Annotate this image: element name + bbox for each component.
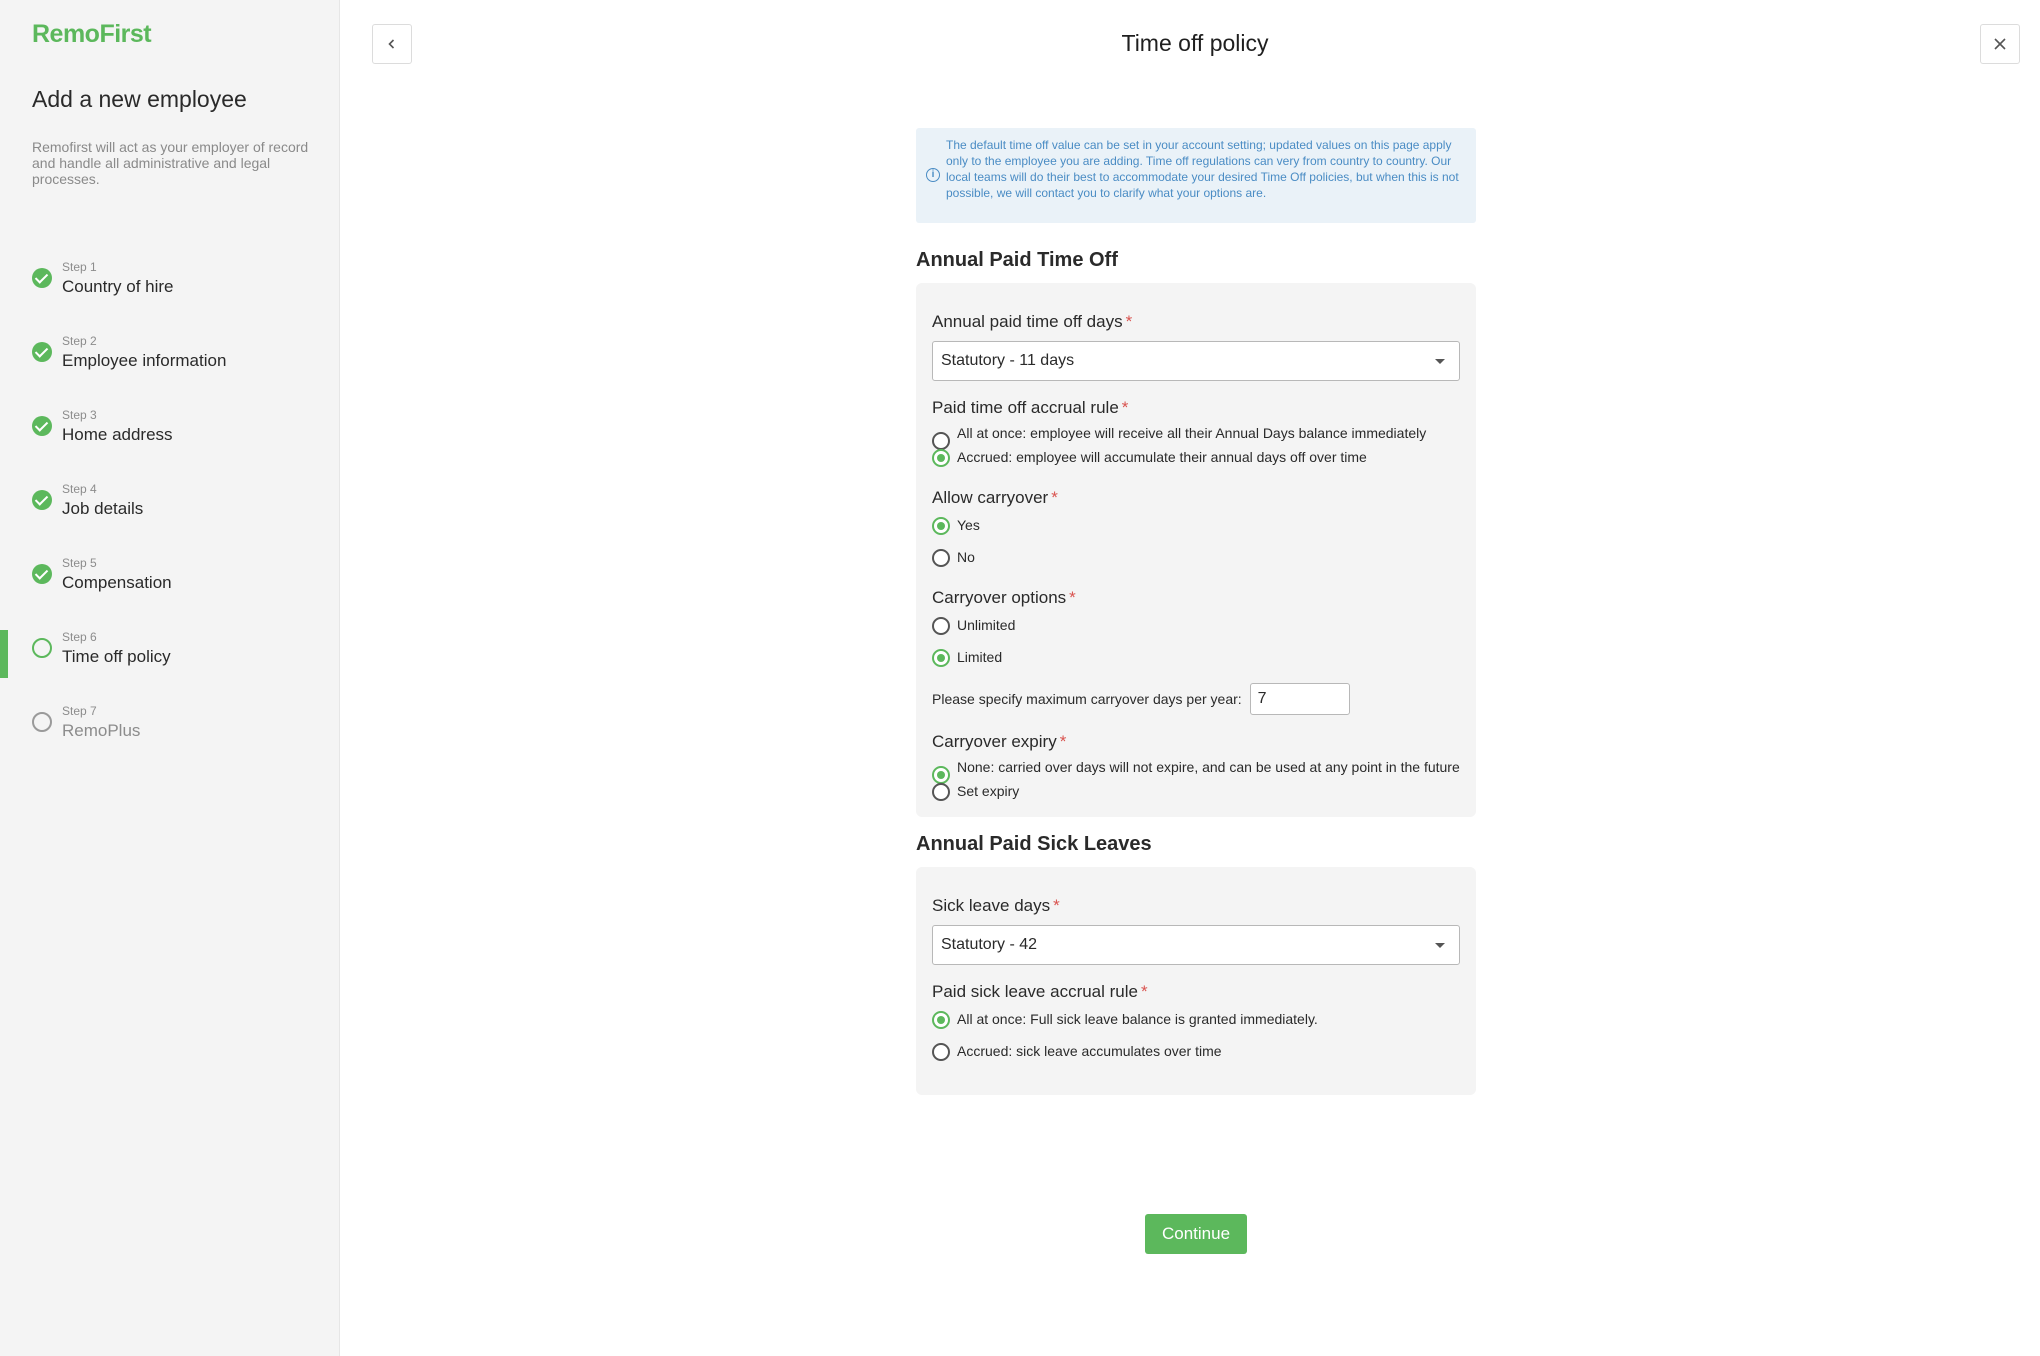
sick-leave-title: Annual Paid Sick Leaves	[916, 833, 1152, 855]
carryover-expiry-label: Carryover expiry *	[932, 732, 1067, 751]
radio-button[interactable]	[932, 783, 950, 801]
accrual-rule-label: Paid time off accrual rule *	[932, 398, 1129, 417]
sick-days-select[interactable]	[932, 925, 1460, 965]
radio-button[interactable]	[932, 766, 950, 784]
step-job-details[interactable]	[0, 480, 339, 554]
carryover-unlimited-option[interactable]: Unlimited	[932, 617, 1460, 633]
annual-days-select[interactable]	[932, 341, 1460, 381]
carryover-limited-option[interactable]: Limited	[932, 649, 1460, 665]
annual-days-label: Annual paid time off days *	[932, 312, 1133, 331]
radio-button[interactable]	[932, 432, 950, 450]
chevron-left-icon	[386, 38, 398, 50]
step-name: Country of hire	[62, 277, 174, 296]
sick-accrual-group	[932, 981, 1460, 1059]
close-button[interactable]	[1980, 24, 2020, 64]
step-number: Step 4	[62, 482, 97, 496]
carryover-options-label: Carryover options *	[932, 588, 1076, 607]
carryover-yes-option[interactable]: Yes	[932, 517, 1460, 533]
close-icon	[1993, 37, 2007, 51]
radio-button[interactable]	[932, 617, 950, 635]
step-compensation[interactable]	[0, 554, 339, 628]
step-employee-information[interactable]	[0, 332, 339, 406]
max-carryover-input[interactable]: 7	[1250, 683, 1350, 715]
carryover-no-option[interactable]: No	[932, 549, 1460, 565]
sidebar	[0, 0, 340, 1356]
check-circle-icon	[32, 564, 52, 584]
page-title: Time off policy	[1121, 30, 1269, 56]
step-remoplus[interactable]	[0, 702, 339, 776]
step-name: Time off policy	[62, 647, 171, 666]
radio-button[interactable]	[932, 649, 950, 667]
radio-button[interactable]	[932, 1011, 950, 1029]
step-number: Step 1	[62, 260, 97, 274]
step-country-of-hire[interactable]	[0, 258, 339, 332]
max-carryover-row	[932, 683, 1460, 715]
step-name: Home address	[62, 425, 173, 444]
step-name: Employee information	[62, 351, 227, 370]
accrual-accrued-option[interactable]: Accrued: employee will accumulate their annual days off over time	[932, 449, 1460, 465]
check-circle-icon	[32, 342, 52, 362]
accrual-all-at-once-option[interactable]: All at once: employee will receive all their Annual Days balance immediately	[932, 425, 1460, 441]
sick-days-label: Sick leave days *	[932, 896, 1060, 915]
radio-button[interactable]	[932, 517, 950, 535]
back-button[interactable]	[372, 24, 412, 64]
check-circle-icon	[32, 268, 52, 288]
step-number: Step 7	[62, 704, 97, 718]
info-banner	[916, 128, 1476, 223]
max-carryover-label: Please specify maximum carryover days per year:	[932, 691, 1242, 707]
expiry-set-option[interactable]: Set expiry	[932, 783, 1460, 799]
step-number: Step 5	[62, 556, 97, 570]
carryover-group	[932, 487, 1460, 565]
circle-outline-icon	[32, 712, 52, 732]
check-circle-icon	[32, 490, 52, 510]
step-name: Compensation	[62, 573, 172, 592]
expiry-none-option[interactable]: None: carried over days will not expire, and can be used at any point in the future	[932, 759, 1460, 775]
sick-accrued-option[interactable]: Accrued: sick leave accumulates over time	[932, 1043, 1460, 1059]
sick-accrual-label: Paid sick leave accrual rule *	[932, 982, 1148, 1001]
annual-pto-title: Annual Paid Time Off	[916, 249, 1118, 271]
carryover-expiry-group	[932, 731, 1460, 799]
allow-carryover-label: Allow carryover *	[932, 488, 1058, 507]
info-text: The default time off value can be set in your account setting; updated values on this page apply only to the employee you are adding. Time off regulations can very from country to country. Our local teams will do their best to accommodate your desired Time Off policies, but when this is not possible, we will contact you to clarify what your options are.	[946, 138, 1459, 200]
accrual-rule-group	[932, 397, 1460, 465]
step-home-address[interactable]	[0, 406, 339, 480]
sick-all-at-once-option[interactable]: All at once: Full sick leave balance is granted immediately.	[932, 1011, 1460, 1027]
step-number: Step 2	[62, 334, 97, 348]
logo: RemoFirst	[32, 20, 152, 48]
annual-days-value: Statutory - 11 days	[941, 352, 1075, 369]
step-time-off-policy[interactable]	[0, 628, 339, 702]
step-number: Step 6	[62, 630, 97, 644]
continue-button[interactable]: Continue	[1145, 1214, 1247, 1254]
sidebar-description: Remofirst will act as your employer of record and handle all administrative and legal processes.	[32, 139, 309, 187]
sick-days-value: Statutory - 42	[941, 936, 1038, 953]
info-icon: i	[926, 168, 940, 182]
radio-button[interactable]	[932, 1043, 950, 1061]
step-name: RemoPlus	[62, 721, 141, 740]
radio-button[interactable]	[932, 549, 950, 567]
caret-down-icon	[1435, 943, 1445, 948]
caret-down-icon	[1435, 359, 1445, 364]
step-number: Step 3	[62, 408, 97, 422]
annual-pto-panel	[916, 283, 1476, 817]
step-name: Job details	[62, 499, 144, 518]
check-circle-icon	[32, 416, 52, 436]
sidebar-title: Add a new employee	[32, 86, 247, 112]
radio-button[interactable]	[932, 449, 950, 467]
carryover-options-group	[932, 587, 1460, 665]
step-list	[0, 258, 339, 776]
sick-leave-panel	[916, 867, 1476, 1095]
time-off-form	[916, 128, 1476, 1095]
circle-outline-icon	[32, 638, 52, 658]
